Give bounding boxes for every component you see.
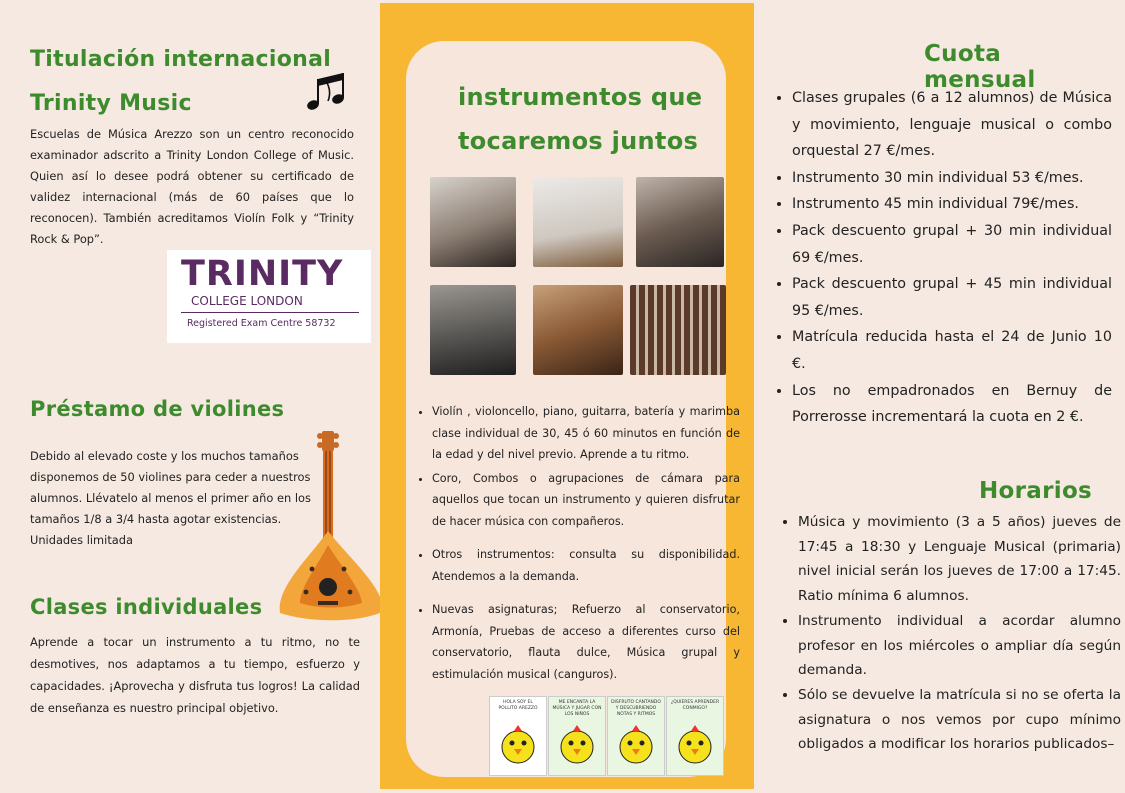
drums-photo [430,285,516,375]
instruments-title-line2: tocaremos juntos [458,127,699,155]
middle-panel [380,3,754,789]
violin-photo [430,177,516,267]
trinity-logo-centre: Registered Exam Centre 58732 [187,318,336,329]
list-item: • Instrumento 30 min individual 53 €/mes. [792,165,1112,192]
list-item: • Pack descuento grupal + 45 min individual 95 €/mes. [792,271,1112,324]
guitar-photo [533,177,623,267]
trinity-intro-text: Escuelas de Música Arezzo son un centro reconocido examinador adscrito a Trinity London College of Music. Quien así lo desee podrá obtener su certificado de validez internacional (más de 60 países que lo reconocen). También acreditamos Violín Folk y “Trinity Rock & Pop”. [30,127,354,246]
loan-text: Debido al elevado coste y los muchos tamaños disponemos de 50 violines para ceder a nuestros alumnos. Llévatelo al menos el primer año en los tamaños 1/8 a 3/4 hasta agotar existencias. Unidades limitada [30,449,311,547]
instruments-list [416,401,740,685]
chick-icon [675,723,715,771]
schedule-list [782,510,1121,757]
trinity-logo-divider [181,312,359,313]
chick-icon [557,723,597,771]
right-panel [760,3,1121,789]
comic-panel-4 [666,696,724,776]
chick-icon [616,723,656,771]
individual-title: Clases individuales [30,595,263,619]
orchestra-photo [630,285,726,375]
comic-caption-4: ¿QUIERES APRENDER CONMIGO? [670,700,720,711]
list-item: • Matrícula reducida hasta el 24 de Junio 10 €. [792,324,1112,377]
list-item: • Otros instrumentos: consulta su disponibilidad. Atendemos a la demanda. [432,544,740,587]
trinity-logo-subtitle: COLLEGE LONDON [191,294,303,308]
comic-caption-2: ME ENCANTA LA MÚSICA Y JUGAR CON LOS NIÑOS [552,700,602,717]
schedule-title: Horarios [979,478,1093,504]
individual-text: Aprende a tocar un instrumento a tu ritmo, no te desmotives, nos adaptamos a tu tiempo, esfuerzo y capacidades. ¡Aprovecha y disfruta tus logros! La calidad de enseñanza es nuestro principal objetivo. [30,635,360,715]
list-item: • Coro, Combos o agrupaciones de cámara para aquellos que tocan un instrumento y quieren disfrutar de hacer música con compañeros. [432,468,740,533]
list-item: • Pack descuento grupal + 30 min individual 69 €/mes. [792,218,1112,271]
trinity-title-line2: Trinity Music [30,91,192,116]
comic-caption-3: DISFRUTO CANTANDO Y DESCUBRIENDO NOTAS Y RITMOS [611,700,661,717]
left-panel [12,3,370,789]
fee-list [776,85,1112,431]
comic-panel-2 [548,696,606,776]
cello-photo [533,285,623,375]
piano-photo [636,177,724,267]
list-item: • Nuevas asignaturas; Refuerzo al conservatorio, Armonía, Pruebas de acceso a diferentes curso del conservatorio, flauta dulce, Música grupal y estimulación musical (canguros). [432,599,740,685]
music-notes-icon [304,71,350,115]
trinity-title-line1: Titulación internacional [30,47,332,72]
loan-title: Préstamo de violines [30,397,285,421]
guitar-illustration [270,427,386,627]
trinity-logo [167,250,371,343]
comic-panel-3 [607,696,665,776]
fee-title: Cuota mensual [924,41,1036,93]
list-item: • Sólo se devuelve la matrícula si no se oferta la asignatura o nos vemos por cupo mínimo obligados a modificar los horarios publicados– [798,683,1121,757]
list-item: • Clases grupales (6 a 12 alumnos) de Música y movimiento, lenguaje musical o combo orquestal 27 €/mes. [792,85,1112,165]
list-item: • Los no empadronados en Bernuy de Porrerosse incrementará la cuota en 2 €. [792,378,1112,431]
list-item: • Instrumento 45 min individual 79€/mes. [792,191,1112,218]
trinity-logo-name: TRINITY [181,254,344,294]
chick-icon [498,723,538,771]
list-item: • Música y movimiento (3 a 5 años) jueves de 17:45 a 18:30 y Lenguaje Musical (primaria) nivel inicial serán los jueves de 17:00 a 17:45. Ratio mínima 6 alumnos. [798,510,1121,609]
comic-panel-1 [489,696,547,776]
instruments-title-line1: instrumentos que [458,83,703,111]
list-item: • Violín , violoncello, piano, guitarra, batería y marimba clase individual de 30, 45 ó 60 minutos en función de la edad y del nivel previo. Aprende a tu ritmo. [432,401,740,466]
comic-caption-1: HOLA SOY EL POLLITO AREZZO [498,700,538,711]
list-item: • Instrumento individual a acordar alumno profesor en los miércoles o ampliar día según demanda. [798,609,1121,683]
